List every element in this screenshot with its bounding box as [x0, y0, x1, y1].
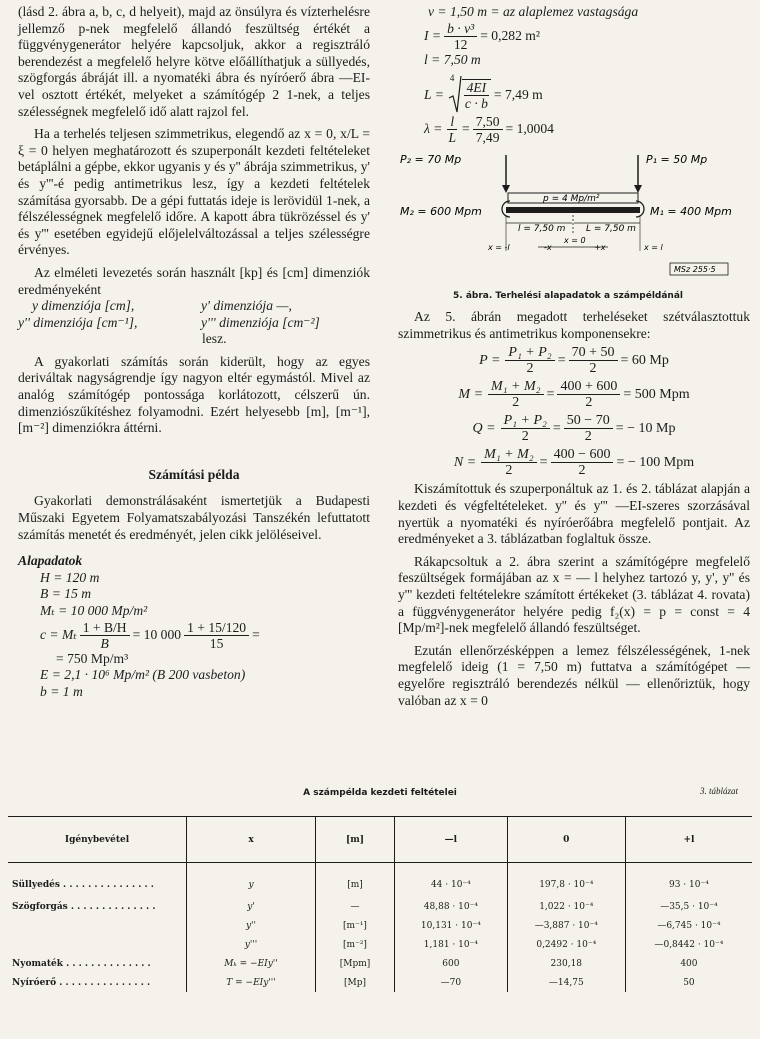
table-cell	[8, 916, 187, 935]
figure-tag: MSz 255·5	[674, 265, 716, 275]
lambda-rhs: = 1,0004	[505, 121, 554, 137]
lambda-d2: 7,49	[475, 130, 500, 146]
table-header-row	[8, 817, 752, 863]
c-equation	[18, 620, 370, 651]
x-mid-right-label: +x	[594, 243, 606, 253]
lambda-equation: λ = $\frac{l}{L}$ = $\frac{7,50}{7,49}$ = 1,0004	[424, 114, 554, 146]
paragraph-3: Az elméleti levezetés során használt [kp] és [cm] dimenziók eredményeként	[18, 264, 370, 297]
m2-label: M₂ = 600 Mpm	[400, 205, 482, 219]
dimension-y2: y'' dimenziója [cm⁻¹],	[18, 314, 138, 330]
eq-Q-lhs: Q =	[472, 420, 496, 436]
table-cell: Süllyedés . . . . . . . . . . . . . . .	[12, 880, 154, 890]
table-cell: 44 · 10⁻⁴	[395, 863, 508, 898]
p2-label: P₂ = 70 Mp	[400, 153, 462, 167]
dimension-y3: y''' dimenziója [cm⁻²]	[200, 314, 320, 330]
eq-N-rhs: = − 100 Mpm	[616, 454, 695, 470]
table-cell: 230,18	[507, 954, 625, 973]
table-row	[8, 973, 752, 992]
data-b: b = 1 m	[40, 683, 83, 699]
table-row	[8, 954, 752, 973]
paragraph-1: (lásd 2. ábra a, b, c, d helyeit), majd az önsúlyra és vízterhelésre jellemző p-nek megfelelő állandó feszültség értékét a függvénygenerátor helyére kapcsoljuk, akkor a regisztráló berendezést a megfelelő helyre kötve előállíthatjuk a süllyedés, szögforgás ábráját ill. a nyomatéki ábra és nyíróerő ábra —EI-vel osztott értékét, melyeket a számítógép 2 1-nek, a teljes szélességnek megfelelő idő alatt rajzol fel.	[18, 4, 370, 119]
lambda-lhs: λ =	[424, 121, 443, 137]
p2-arrowhead	[502, 185, 510, 193]
eq-M: M = $\frac{\text{M₁ + M₂}}{2}$ = $\frac{400 + 600}{2}$ = 500 Mpm	[458, 379, 690, 411]
I-fraction	[444, 21, 477, 52]
table-cell: [Mpm]	[316, 954, 395, 973]
eq-Q-rhs: = − 10 Mp	[615, 420, 676, 436]
eq-P-rhs: = 60 Mp	[620, 352, 669, 368]
table-cell: T = −EIy'''	[187, 973, 316, 992]
data-table	[8, 816, 752, 992]
L-num: 4EI	[464, 80, 490, 96]
table-cell: Nyíróerő . . . . . . . . . . . . . . .	[12, 977, 151, 988]
x-zero-label: x = 0	[564, 236, 586, 246]
v-line: v = 1,50 m = az alaplemez vastagsága	[428, 4, 639, 19]
dimension-row-1	[18, 298, 370, 315]
l-line: l = 7,50 m	[424, 51, 481, 67]
paragraph-5: Gyakorlati demonstrálásaként ismertetjük a Budapesti Műszaki Egyetem Folyamatszabályozási Tanszékén lefuttatott számítás menetét és eredményét, jelen cikk jelöléseivel.	[18, 493, 370, 542]
I-equation	[398, 21, 750, 52]
section-heading: Számítási példa	[148, 466, 240, 482]
I-den: 12	[453, 36, 468, 52]
table-cell: —6,745 · 10⁻⁴	[625, 916, 752, 935]
table-cell: Szögforgás . . . . . . . . . . . . . .	[12, 901, 156, 912]
c-lhs: c = Mₜ	[40, 626, 77, 642]
table-cell: 197,8 · 10⁻⁴	[507, 863, 625, 898]
table-cell: —70	[395, 973, 508, 992]
table-row	[8, 935, 752, 954]
lambda-n1: l	[447, 114, 457, 130]
data-E: E = 2,1 · 10⁶ Mp/m² (B 200 vasbeton)	[40, 667, 246, 683]
table-cell: y'	[187, 897, 316, 916]
table-cell: Nyomaték . . . . . . . . . . . . . .	[12, 958, 151, 969]
dimension-y: y dimenziója [cm],	[32, 298, 135, 314]
eq-Q-d1: 2	[521, 429, 529, 445]
table-cell: 400	[625, 954, 752, 973]
table-cell: 50	[625, 973, 752, 992]
table-header-cell: —l	[395, 817, 508, 863]
eq-M-d1: 2	[512, 395, 520, 411]
x-left-label: x = -l	[488, 243, 510, 253]
eq-P-n1: P₁ + P₂	[505, 345, 554, 361]
eq-P-d2: 2	[589, 361, 597, 377]
table-header-cell: Igénybevétel	[8, 817, 187, 863]
l-right-label: L = 7,50 m	[586, 224, 636, 235]
c-mid: = 10 000	[132, 626, 182, 642]
eq-M-rhs: = 500 Mpm	[623, 386, 690, 402]
paragraph-8: Rákapcsoltuk a 2. ábra szerint a számítógépre megfelelő feszültségek formájában az x = — l helyhez tartozó y, y', y'' és y''' kezdeti feltételekre számított értékeket (3. táblázat 4. rovata) a függvénygenerátor helyére pedig f₂(x) = p = const = 4 [Mp/m²]-nek megfelelő állandó feszültséget.	[398, 553, 750, 636]
table-header-cell: 0	[507, 817, 625, 863]
c-frac2-num: 1 + 15/120	[184, 620, 249, 636]
table-cell: [Mp]	[316, 973, 395, 992]
L-rhs: = 7,49 m	[493, 86, 543, 102]
table-cell: [m⁻¹]	[316, 916, 395, 935]
paragraph-9: Ezután ellenőrzésképpen a lemez félszélességének, 1-nek megfelelő ideig (1 = 7,50 m) futtatva a számítógépet — egyelőre regisztráló berendezés nélkül — ellenőriztük, hogy valóban az x = 0	[398, 642, 750, 708]
data-H: H = 120 m	[40, 569, 100, 585]
L-lhs: L =	[424, 86, 444, 102]
table-cell: 48,88 · 10⁻⁴	[395, 897, 508, 916]
paragraph-4: A gyakorlati számítás során kiderült, hogy az egyes deriváltak nagyságrendje így nagyon eltér egymástól. Mivel az analóg számítógép pontossága korlátozott, célszerű ún. dimenziószűkítéshez folyamodni. Ezért helyesebb [m], [m⁻¹], [m⁻²] dimenziókra áttérni.	[18, 353, 370, 436]
beam	[506, 207, 640, 213]
I-lhs: I =	[424, 27, 442, 43]
eq-M-d2: 2	[585, 395, 593, 411]
table-cell: 1,181 · 10⁻⁴	[395, 935, 508, 954]
eq-P-d1: 2	[526, 361, 534, 377]
m1-label: M₁ = 400 Mpm	[650, 205, 732, 219]
I-rhs: = 0,282 m²	[480, 27, 540, 43]
eq-N-d2: 2	[578, 463, 586, 479]
c-frac1-den: B	[100, 635, 109, 651]
x-mid-left-label: -x	[544, 243, 552, 253]
left-column	[18, 4, 370, 700]
figure-caption: 5. ábra. Terhelési alapadatok a számpéldánál	[453, 290, 683, 301]
x-right-label: x = l	[644, 243, 663, 253]
p1-label: P₁ = 50 Mp	[646, 153, 708, 167]
eq-M-n2: 400 + 600	[557, 379, 620, 395]
table-title: A számpélda kezdeti feltételei	[303, 788, 457, 798]
c-fraction-1	[80, 620, 130, 651]
eq-P-n2: 70 + 50	[569, 345, 618, 361]
eq-P-lhs: P =	[479, 352, 501, 368]
c-result: = 750 Mp/m³	[56, 650, 129, 666]
lambda-fraction-2	[473, 114, 503, 145]
c-frac1-num: 1 + B/H	[80, 620, 130, 636]
equation-list	[398, 345, 750, 478]
table-cell: —14,75	[507, 973, 625, 992]
table-cell: y	[187, 863, 316, 898]
table-cell: —35,5 · 10⁻⁴	[625, 897, 752, 916]
eq-Q-d2: 2	[584, 429, 592, 445]
eq-N-lhs: N =	[453, 454, 477, 470]
table-number: 3. táblázat	[699, 786, 738, 796]
table-cell: Mₖ = −EIy''	[187, 954, 316, 973]
c-frac2-den: 15	[209, 635, 224, 651]
table-cell: y''	[187, 916, 316, 935]
load-diagram	[398, 151, 738, 281]
c-fraction-2	[184, 620, 249, 651]
paragraph-6: Az 5. ábrán megadott terheléseket szétválasztottuk szimmetrikus és antimetrikus komponensekre:	[398, 309, 750, 341]
table-row	[8, 916, 752, 935]
table-cell: [m]	[316, 863, 395, 898]
alapadatok-title: Alapadatok	[18, 553, 83, 569]
eq-Q: Q = $\frac{\text{P₁ + P₂}}{2}$ = $\frac{50 - 70}{2}$ = − 10 Mp	[472, 413, 676, 445]
table-cell: —3,887 · 10⁻⁴	[507, 916, 625, 935]
dimension-row-2	[18, 315, 370, 332]
table-header-cell: [m]	[316, 817, 395, 863]
table-row	[8, 863, 752, 898]
table-cell: 10,131 · 10⁻⁴	[395, 916, 508, 935]
eq-M-n1: M₁ + M₂	[488, 379, 544, 395]
table-cell: 600	[395, 954, 508, 973]
dimension-tail: lesz.	[202, 331, 227, 347]
table-cell: 93 · 10⁻⁴	[625, 863, 752, 898]
eq-N-n1: M₁ + M₂	[481, 447, 537, 463]
dimension-y1: y' dimenziója —,	[201, 298, 292, 314]
lambda-n2: 7,50	[473, 114, 503, 130]
table-cell: 0,2492 · 10⁻⁴	[507, 935, 625, 954]
load-label: p = 4 Mp/m²	[543, 194, 600, 205]
l-left-label: l = 7,50 m	[518, 224, 566, 235]
table-cell: [m⁻²]	[316, 935, 395, 954]
table-header-cell: x	[187, 817, 316, 863]
table-row	[8, 897, 752, 916]
table-cell: y'''	[187, 935, 316, 954]
eq-Q-n1: P₁ + P₂	[501, 413, 550, 429]
L-equation	[398, 73, 750, 114]
table-cell	[8, 935, 187, 954]
data-Mt: Mₜ = 10 000 Mp/m²	[40, 603, 148, 618]
root-sign	[448, 73, 494, 114]
eq-N-d1: 2	[505, 463, 513, 479]
eq-Q-n2: 50 − 70	[564, 413, 613, 429]
eq-P: P = $\frac{\text{P₁ + P₂}}{2}$ = $\frac{70 + 50}{2}$ = 60 Mp	[479, 345, 669, 377]
c-end: =	[252, 626, 260, 642]
right-column	[398, 4, 750, 709]
eq-M-lhs: M =	[458, 386, 484, 402]
I-num: b · v³	[444, 21, 477, 37]
L-den: c · b	[464, 96, 488, 112]
root-index: 4	[449, 73, 455, 84]
L-fraction	[462, 79, 491, 111]
lambda-fraction-1	[445, 114, 459, 145]
lambda-d1: L	[448, 130, 457, 146]
figure-5	[398, 151, 738, 299]
paragraph-7: Kiszámítottuk és szuperponáltuk az 1. és 2. táblázat alapján a kezdeti és végfeltételeket. y'' és y''' —EI-szeres szorzásával nyertük a nyomatéki és nyíróerőábra megfelelő pontjait. Az eredményeket a 3. táblázatban foglaltuk össze.	[398, 481, 750, 547]
data-B: B = 15 m	[40, 586, 92, 602]
table-cell: —0,8442 · 10⁻⁴	[625, 935, 752, 954]
eq-N: N = $\frac{\text{M₁ + M₂}}{2}$ = $\frac{400 - 600}{2}$ = − 100 Mpm	[453, 447, 695, 479]
paragraph-2: Ha a terhelés teljesen szimmetrikus, elegendő az x = 0, x/L = ξ = 0 helyen meghatározott és szuperponált kezdeti feltételeket betáplálni a gépbe, ekkor ugyanis y és y'' ábrája szimmetrikus, y' és y'''-é pedig antimetrikus lesz, így a kezdeti feltételek számítása gyorsabb. De a gépi futtatás ideje is lerövidül 1-nek, a félszélességnek megfelelő időre. A kapott ábra tükrözéssel és y' és y''' esetében egyidejű előjelelváltozással a teljes szélességre érvényes.	[18, 126, 370, 258]
table-cell: 1,022 · 10⁻⁴	[507, 897, 625, 916]
p1-arrowhead	[634, 185, 642, 193]
table-cell: —	[316, 897, 395, 916]
table-header-cell: +l	[625, 817, 752, 863]
eq-N-n2: 400 − 600	[551, 447, 614, 463]
